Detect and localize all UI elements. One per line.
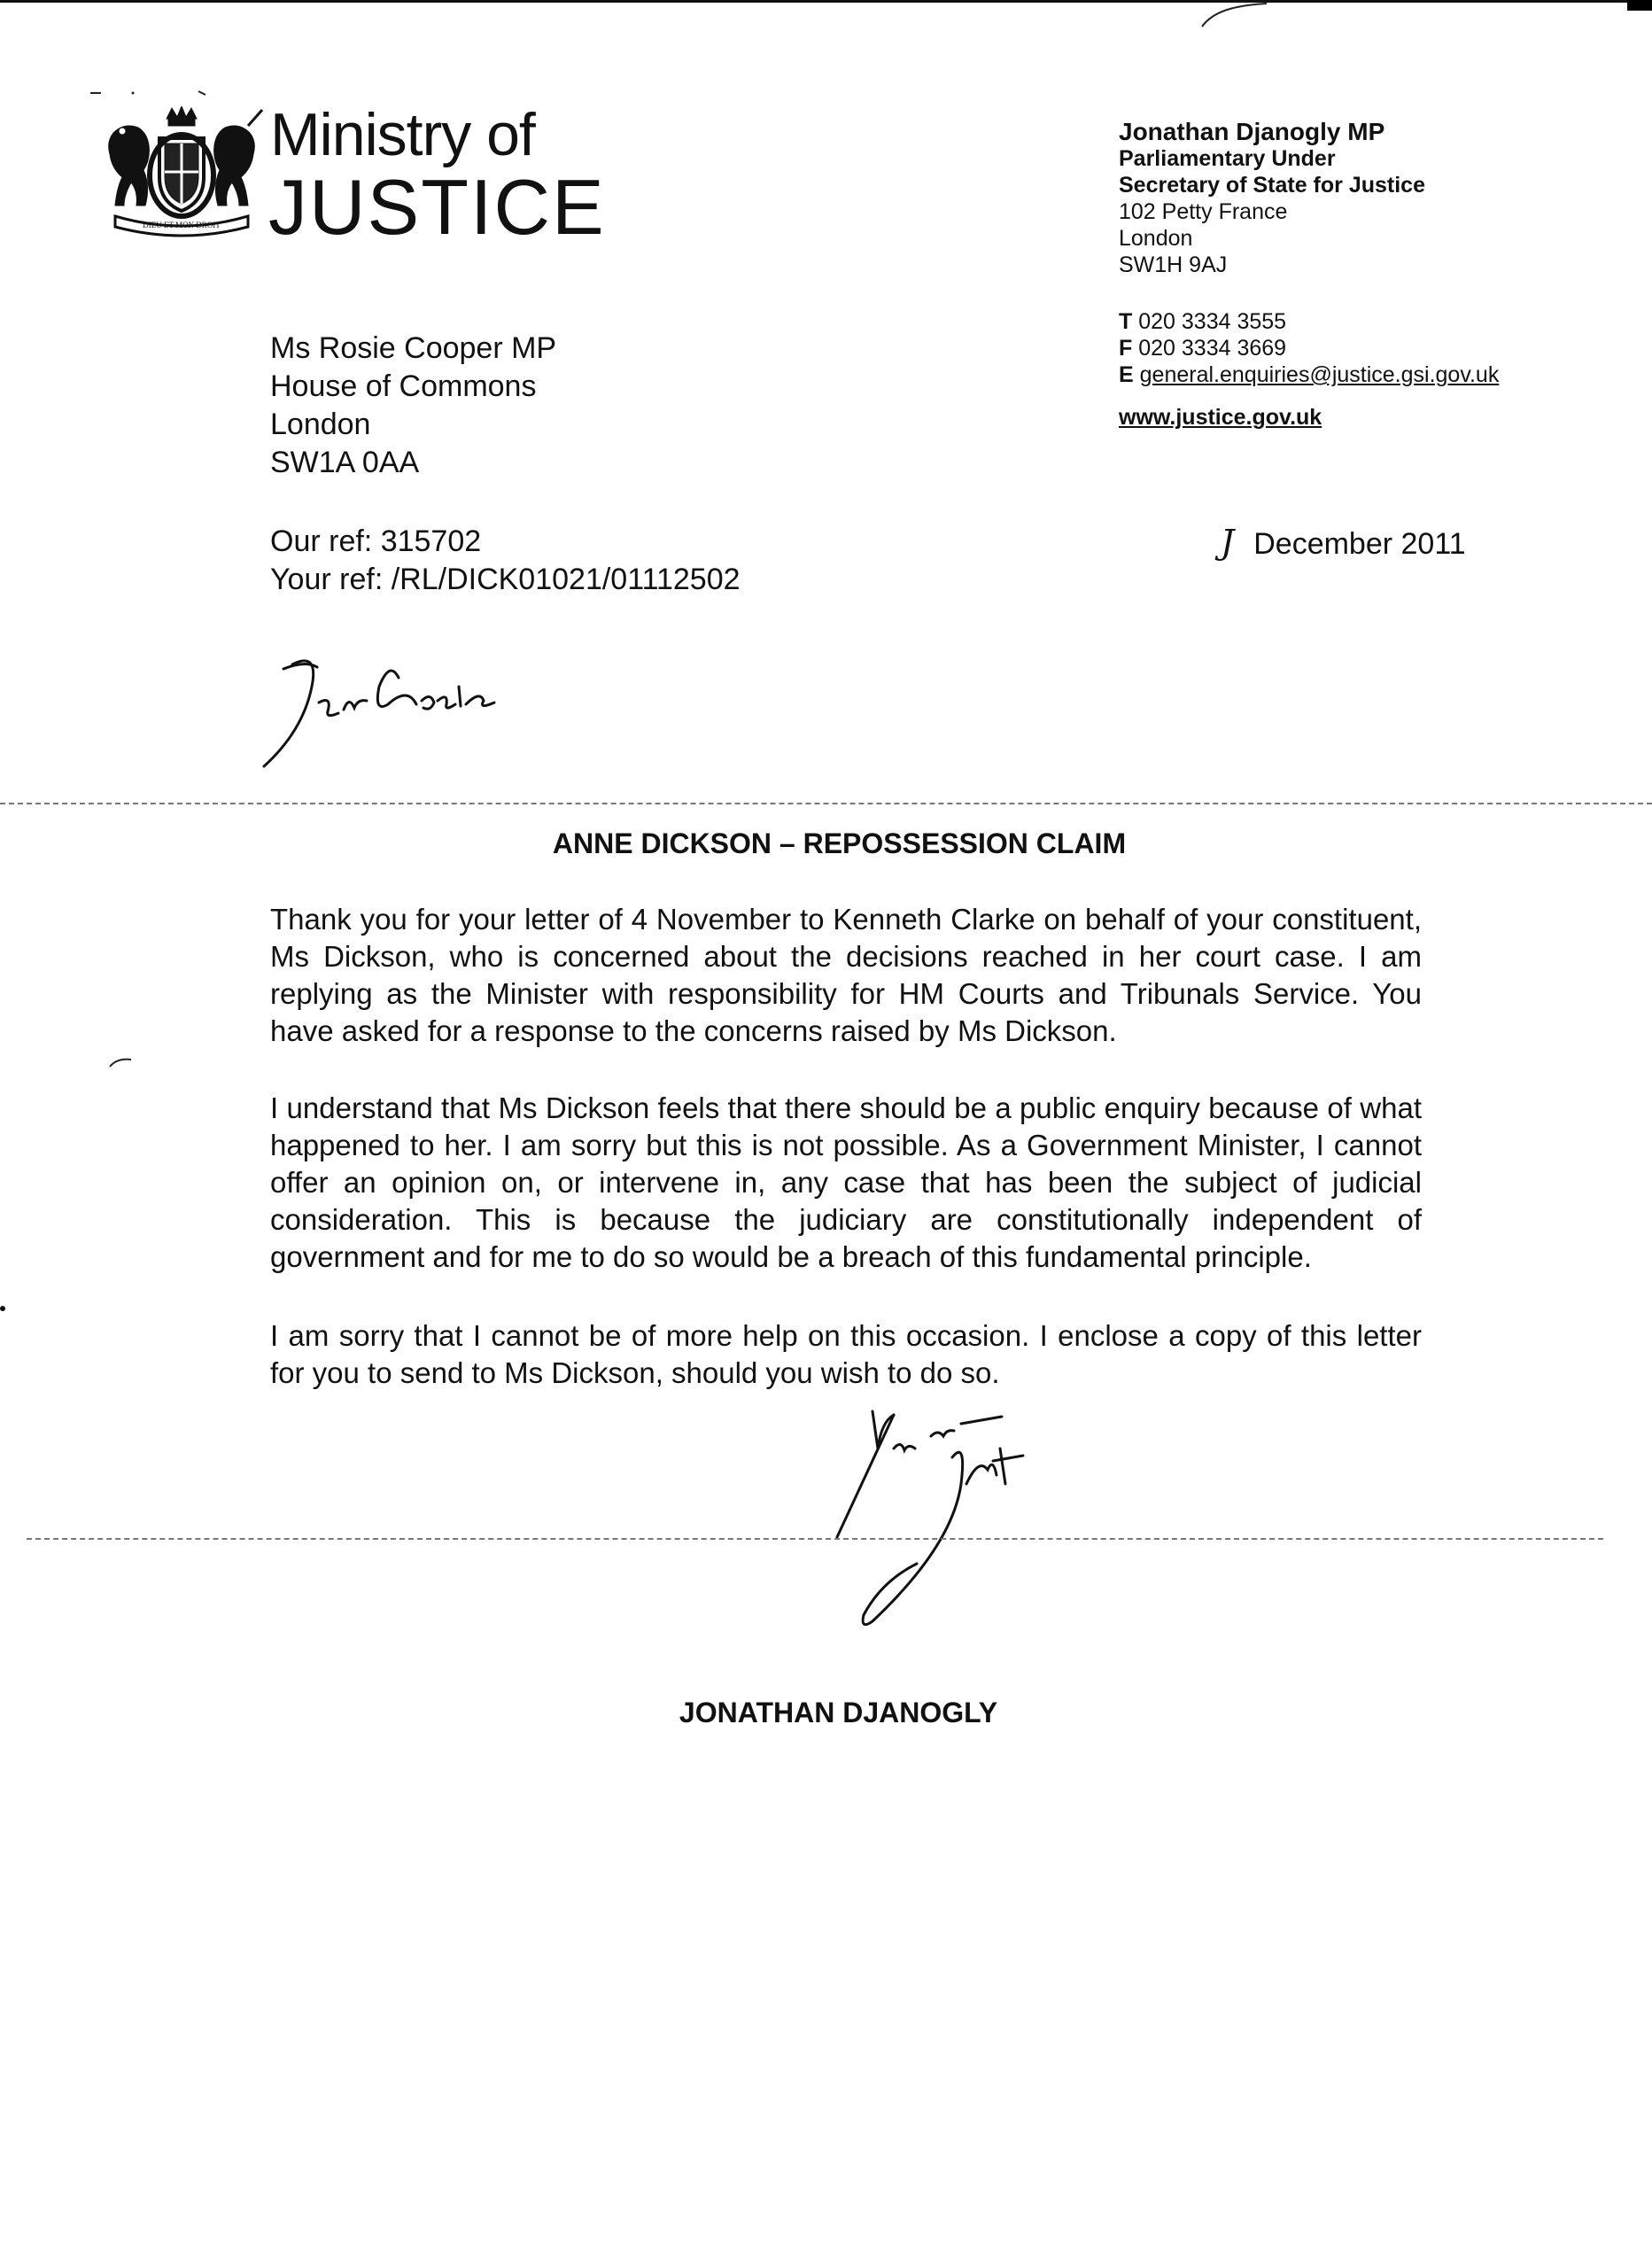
ministry-logo-line2: JUSTICE — [268, 163, 606, 251]
fax-prefix: F — [1119, 336, 1133, 361]
our-reference: Our ref: 315702 — [270, 524, 482, 558]
body-paragraph-1: Thank you for your letter of 4 November to Kenneth Clarke on behalf of your constituent, Ms Dickson, who is concerned about the decisions reached in her court case. I am replying as the Minister with responsibility for HM Courts and Tribunals Service. You have asked for a response to the concerns raised by Ms Dickson. — [270, 903, 1422, 1047]
contact-block — [1119, 308, 1499, 388]
scan-margin-mark — [108, 1054, 135, 1072]
recipient-name: Ms Rosie Cooper MP — [270, 331, 557, 365]
minister-title-line1: Parliamentary Under — [1119, 146, 1336, 171]
minister-address-line2: London — [1119, 226, 1193, 251]
fold-line-bottom — [27, 1538, 1603, 1540]
minister-name: Jonathan Djanogly MP — [1119, 118, 1385, 145]
minister-title-line2: Secretary of State for Justice — [1119, 173, 1425, 198]
scan-edge-line — [0, 0, 1652, 3]
svg-text:DIEU ET MON DROIT: DIEU ET MON DROIT — [143, 221, 221, 229]
body-paragraph-3: I am sorry that I cannot be of more help on this occasion. I enclose a copy of this letter for you to send to Ms Dickson, should you wish to do so. — [270, 1319, 1422, 1389]
minister-address-block — [1119, 119, 1425, 278]
telephone-number: 020 3334 3555 — [1138, 309, 1287, 334]
handwritten-closing-signature — [819, 1404, 1103, 1635]
fax-line — [1119, 335, 1499, 361]
handwritten-salutation — [257, 633, 523, 775]
body-paragraph-2: I understand that Ms Dickson feels that there should be a public enquiry because of what happened to her. I am sorry but this is not possible. As a Government Minister, I cannot offer an opinion on, or intervene in, any case that has been the subject of judicial consideration. This is because the judiciary are constitutionally independent of government and for me to do so would be a breach of this fundamental principle. — [270, 1091, 1422, 1273]
scan-corner-mark — [1627, 0, 1652, 11]
scan-stray-mark — [1200, 2, 1271, 28]
fold-line-top — [0, 803, 1652, 804]
recipient-line1: House of Commons — [270, 369, 537, 403]
recipient-line2: London — [270, 408, 371, 441]
your-reference: Your ref: /RL/DICK01021/01112502 — [270, 563, 741, 596]
website-link[interactable]: www.justice.gov.uk — [1119, 405, 1322, 430]
royal-coat-of-arms-icon — [97, 106, 266, 239]
email-link[interactable]: general.enquiries@justice.gsi.gov.uk — [1139, 362, 1500, 387]
letter-date — [1221, 523, 1466, 562]
recipient-postcode: SW1A 0AA — [270, 446, 420, 479]
minister-address-line1: 102 Petty France — [1119, 199, 1288, 224]
scan-edge-dot — [0, 1306, 5, 1311]
telephone-line — [1119, 308, 1499, 335]
ministry-logo-line1: Ministry of — [270, 101, 535, 168]
minister-postcode: SW1H 9AJ — [1119, 252, 1228, 277]
fax-number: 020 3334 3669 — [1138, 336, 1287, 361]
subject-heading: ANNE DICKSON – REPOSSESSION CLAIM — [552, 827, 1127, 859]
signer-name: JONATHAN DJANOGLY — [679, 1697, 998, 1728]
email-line — [1119, 361, 1499, 388]
handwritten-day: J — [1221, 523, 1235, 562]
date-month-year: December 2011 — [1253, 527, 1466, 561]
email-prefix: E — [1119, 362, 1134, 387]
reference-block — [270, 523, 741, 599]
scan-speck-marks — [89, 84, 230, 102]
telephone-prefix: T — [1119, 309, 1133, 334]
recipient-address-block — [270, 330, 556, 482]
